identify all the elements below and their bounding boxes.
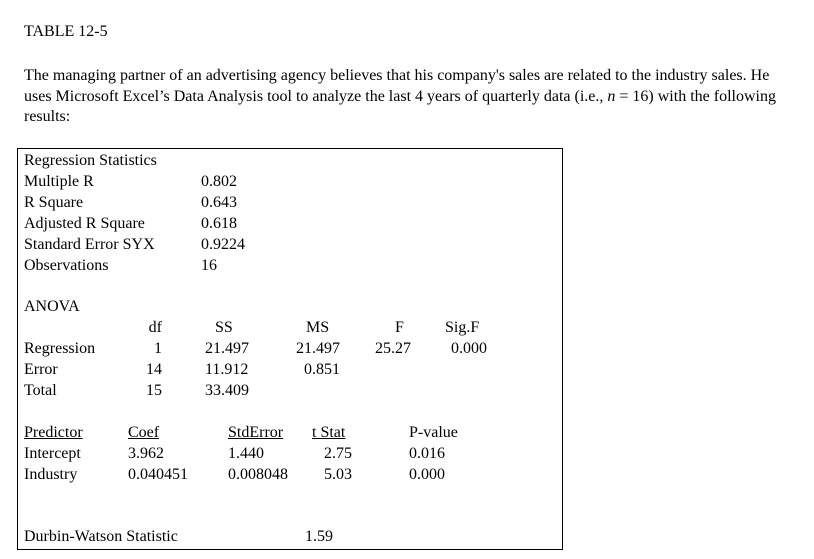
problem-description xyxy=(24,66,794,128)
regression-statistics-heading: Regression Statistics xyxy=(24,152,157,169)
stat-label: Adjusted R Square xyxy=(24,215,145,232)
coef-stderror: 1.440 xyxy=(228,445,264,462)
anova-heading: ANOVA xyxy=(24,298,80,315)
coef-predictor: Industry xyxy=(24,466,78,483)
coef-predictor: Intercept xyxy=(24,445,81,462)
anova-ss: 21.497 xyxy=(205,340,249,357)
stat-value: 16 xyxy=(201,257,217,274)
anova-ms: 21.497 xyxy=(296,340,340,357)
anova-row-label: Regression xyxy=(24,340,96,357)
anova-row-label: Error xyxy=(24,361,58,378)
stat-label: R Square xyxy=(24,194,84,211)
stat-label: Standard Error SYX xyxy=(24,236,155,253)
coef-header-tstat: t Stat xyxy=(312,424,346,441)
coef-header-predictor: Predictor xyxy=(24,424,83,441)
description-part-2: = 16) with the following results: xyxy=(24,87,776,125)
n-variable: n xyxy=(607,87,616,105)
anova-ms: 0.851 xyxy=(304,361,340,378)
table-title: TABLE 12-5 xyxy=(24,23,108,40)
anova-df: 1 xyxy=(154,340,162,357)
anova-header-f: F xyxy=(395,319,404,336)
stat-value: 0.9224 xyxy=(201,236,245,253)
stat-value: 0.618 xyxy=(201,215,237,232)
stat-label: Observations xyxy=(24,257,109,274)
description-part-1: The managing partner of an advertising agency believes that his company's sales are related to the industry sales. He uses Microsoft Excel’s Data Analysis tool to analyze the last 4 years of quarterly data (i.e., xyxy=(24,67,770,105)
anova-header-ms: MS xyxy=(306,319,330,336)
coef-tstat: 5.03 xyxy=(324,466,352,483)
coef-value: 3.962 xyxy=(128,445,164,462)
anova-header-df: df xyxy=(148,319,162,336)
coef-stderror: 0.008048 xyxy=(228,466,288,483)
anova-f: 25.27 xyxy=(375,340,411,357)
durbin-watson-value: 1.59 xyxy=(305,528,333,545)
coef-header-stderror: StdError xyxy=(228,424,284,441)
anova-row-label: Total xyxy=(24,382,57,399)
anova-ss: 11.912 xyxy=(205,361,249,378)
anova-ss: 33.409 xyxy=(205,382,249,399)
coef-value: 0.040451 xyxy=(128,466,188,483)
anova-df: 14 xyxy=(146,361,162,378)
stat-value: 0.802 xyxy=(201,173,237,190)
coef-pvalue: 0.000 xyxy=(409,466,445,483)
anova-sigf: 0.000 xyxy=(451,340,487,357)
anova-df: 15 xyxy=(146,382,162,399)
anova-header-sigf: Sig.F xyxy=(445,319,480,336)
coef-header-pvalue: P-value xyxy=(409,424,458,441)
stat-value: 0.643 xyxy=(201,194,237,211)
anova-header-ss: SS xyxy=(215,319,233,336)
stat-label: Multiple R xyxy=(24,173,94,190)
coef-tstat: 2.75 xyxy=(324,445,352,462)
coef-header-coef: Coef xyxy=(128,424,160,441)
coef-pvalue: 0.016 xyxy=(409,445,445,462)
durbin-watson-label: Durbin-Watson Statistic xyxy=(24,528,178,545)
